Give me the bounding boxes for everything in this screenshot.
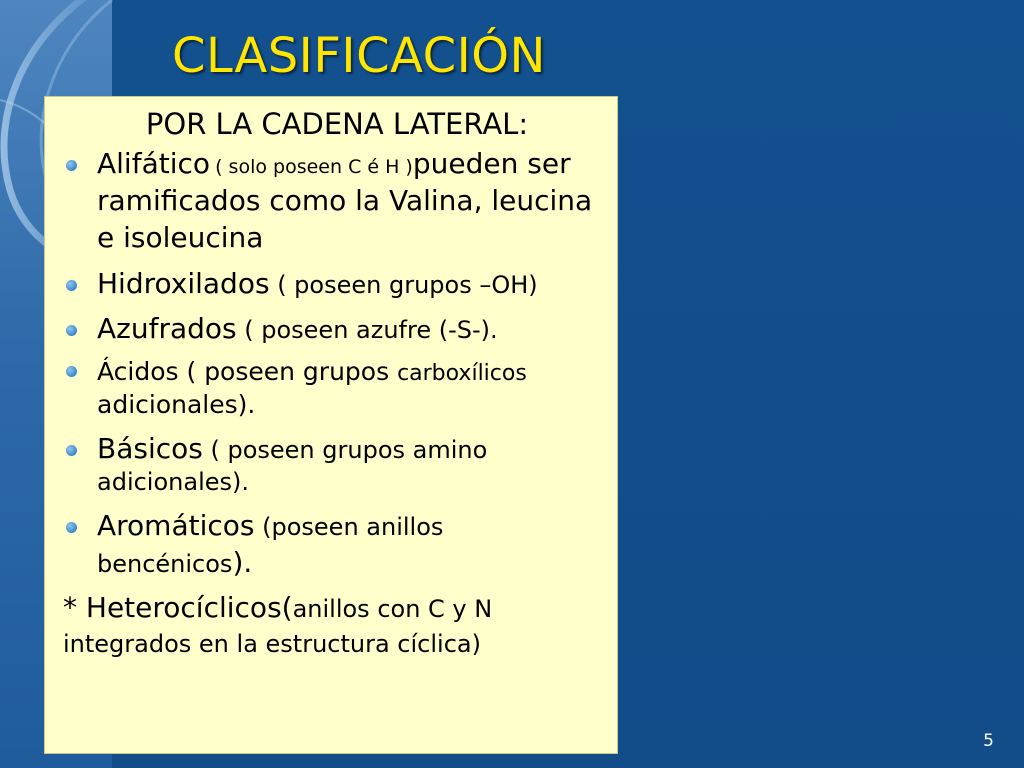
bullet-icon — [66, 366, 77, 377]
slide-number: 5 — [983, 731, 994, 751]
item-tail-continued: ser ramificados como la Valina, leucina e isoleucina — [97, 147, 593, 255]
item-tail: adicionales). — [97, 390, 256, 420]
item-head: Hidroxilados — [97, 266, 270, 300]
list-item-acidos — [63, 355, 603, 422]
item-note: (poseen anillos bencénicos — [97, 512, 444, 579]
item-note: ( solo poseen C é H ) — [215, 156, 413, 178]
item-head: Aromáticos — [97, 508, 255, 542]
classification-list — [63, 145, 603, 581]
content-box — [44, 96, 618, 754]
item-head: Azufrados — [97, 311, 237, 345]
item-note: ( poseen grupos amino adicionales). — [97, 435, 488, 496]
list-item-alifatico — [63, 145, 603, 257]
item-head: Básicos — [97, 431, 203, 465]
list-item-basicos — [63, 430, 603, 499]
extra-head: * Heterocíclicos( — [63, 591, 293, 625]
list-item-hidroxilados — [63, 265, 603, 302]
extra-tail: anillos con C y N integrados en la estructura cíclica) — [63, 595, 493, 658]
item-tail: pueden — [412, 147, 519, 180]
section-subtitle: POR LA CADENA LATERAL: — [145, 107, 529, 141]
item-note: ( poseen grupos –OH) — [269, 270, 538, 299]
list-item-azufrados — [63, 310, 603, 347]
bullet-icon — [66, 445, 77, 456]
bullet-icon — [66, 280, 77, 291]
bullet-icon — [66, 522, 77, 533]
item-tail: ). — [232, 546, 253, 580]
item-note: ( poseen azufre (-S-). — [236, 315, 498, 344]
bullet-icon — [66, 160, 77, 171]
item-head: Alifático — [97, 147, 211, 180]
item-note: carboxílicos — [397, 361, 527, 387]
item-head: Ácidos ( poseen grupos — [97, 357, 398, 387]
list-item-aromaticos — [63, 507, 603, 581]
extra-note-heterociclicos — [63, 589, 603, 661]
bullet-icon — [66, 325, 77, 336]
slide-title: CLASIFICACIÓN — [172, 28, 546, 84]
